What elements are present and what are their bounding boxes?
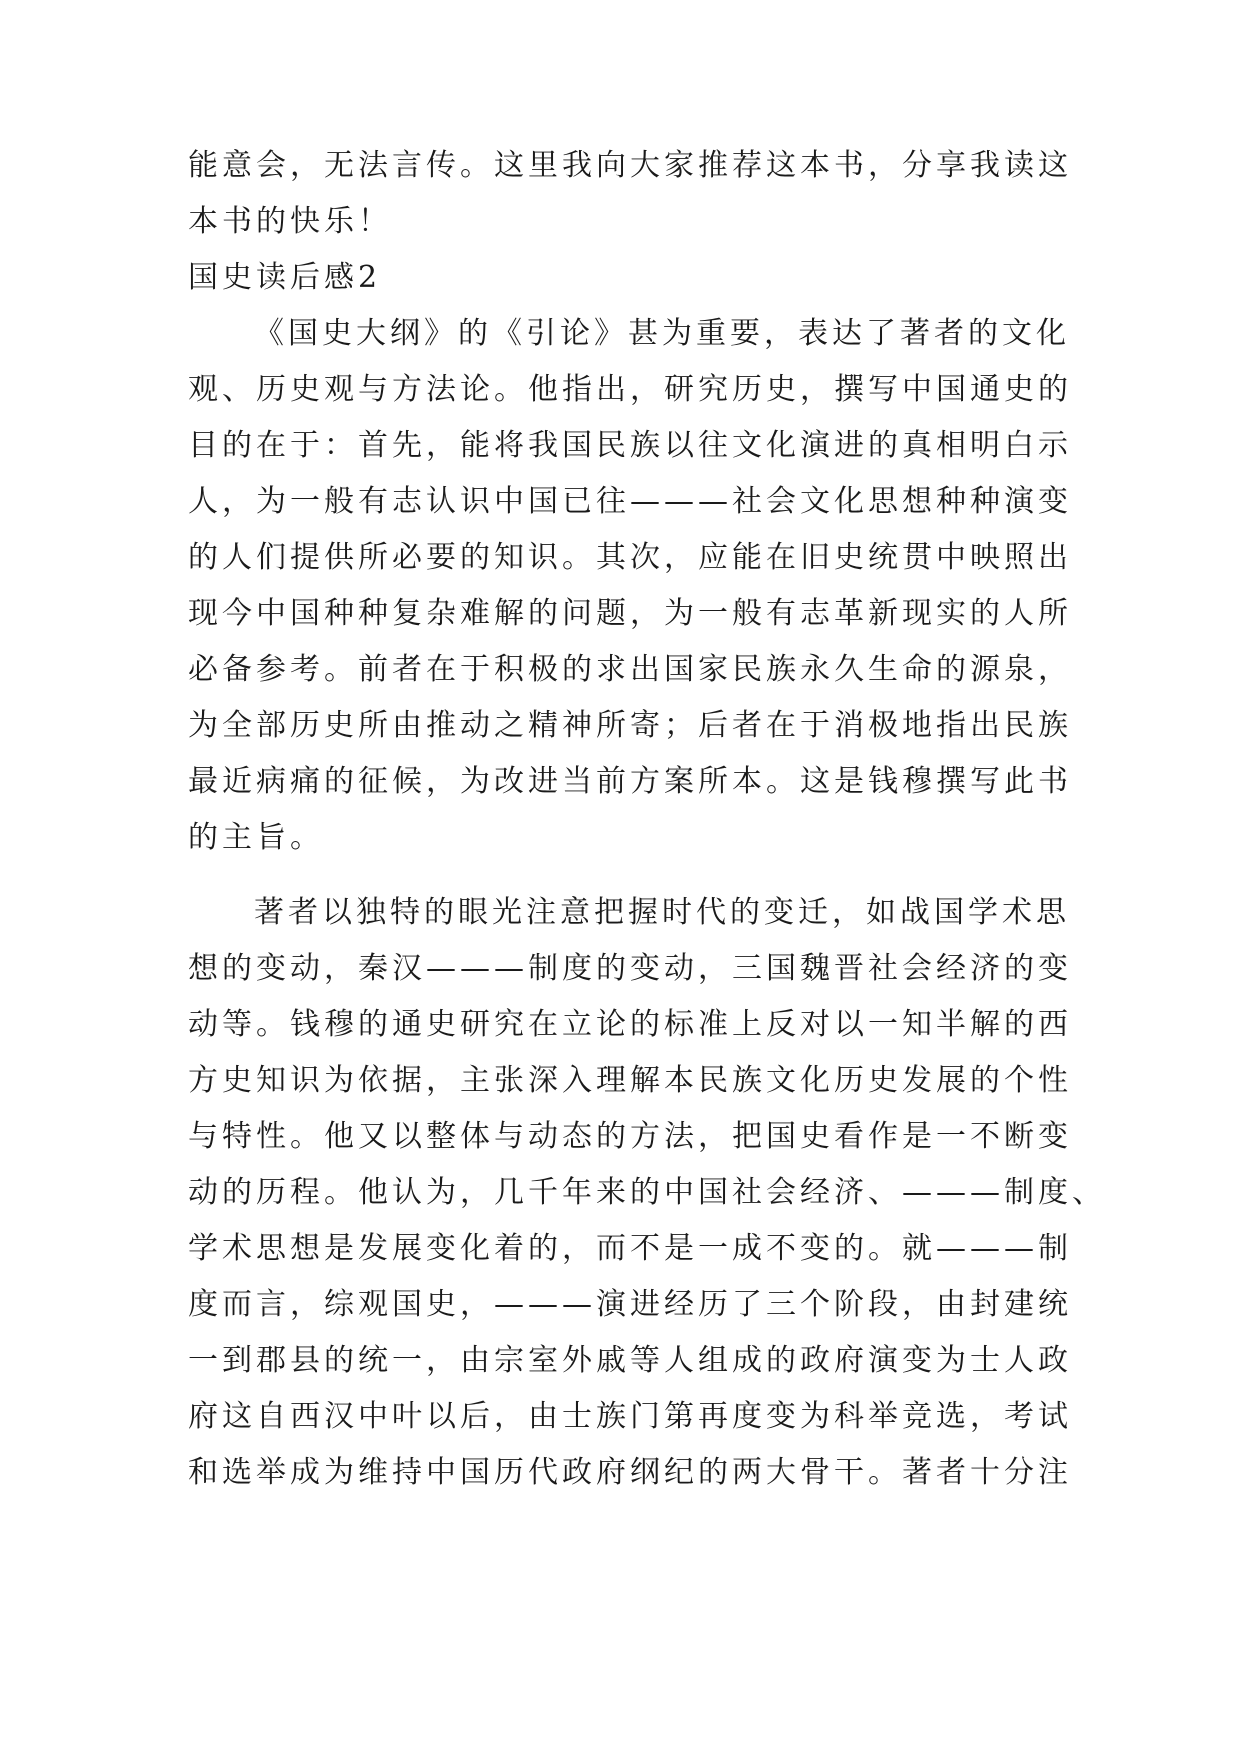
paragraph1-line: 目的在于：首先，能将我国民族以往文化演进的真相明白示 [188,428,1072,463]
paragraph1-line: 的人们提供所必要的知识。其次，应能在旧史统贯中映照出 [188,540,1072,575]
paragraph1-line: 《国史大纲》的《引论》甚为重要，表达了著者的文化 [254,316,1070,351]
paragraph2-line: 方史知识为依据，主张深入理解本民族文化历史发展的个性 [188,1063,1072,1098]
paragraph1-line: 最近病痛的征候，为改进当前方案所本。这是钱穆撰写此书 [188,764,1072,799]
paragraph1-line: 必备参考。前者在于积极的求出国家民族永久生命的源泉， [188,652,1072,687]
paragraph1-line: 人，为一般有志认识中国已往———社会文化思想种种演变 [188,484,1072,519]
paragraph2-line: 一到郡县的统一，由宗室外戚等人组成的政府演变为士人政 [188,1343,1072,1378]
section-heading: 国史读后感2 [188,260,382,295]
intro-line-2: 本书的快乐！ [188,204,392,239]
paragraph2-line: 想的变动，秦汉———制度的变动，三国魏晋社会经济的变 [188,951,1072,986]
paragraph1-line: 现今中国种种复杂难解的问题，为一般有志革新现实的人所 [188,596,1072,631]
paragraph2-line: 动等。钱穆的通史研究在立论的标准上反对以一知半解的西 [188,1007,1072,1042]
paragraph1-line: 观、历史观与方法论。他指出，研究历史，撰写中国通史的 [188,372,1072,407]
paragraph2-line: 府这自西汉中叶以后，由士族门第再度变为科举竞选，考试 [188,1399,1072,1434]
paragraph2-line: 和选举成为维持中国历代政府纲纪的两大骨干。著者十分注 [188,1455,1072,1490]
paragraph2-line: 动的历程。他认为，几千年来的中国社会经济、———制度、 [188,1175,1106,1210]
paragraph1-line: 为全部历史所由推动之精神所寄；后者在于消极地指出民族 [188,708,1072,743]
paragraph2-line: 与特性。他又以整体与动态的方法，把国史看作是一不断变 [188,1119,1072,1154]
paragraph2-line: 度而言，综观国史，———演进经历了三个阶段，由封建统 [188,1287,1072,1322]
paragraph2-line: 学术思想是发展变化着的，而不是一成不变的。就———制 [188,1231,1072,1266]
paragraph2-line: 著者以独特的眼光注意把握时代的变迁，如战国学术思 [254,895,1070,930]
intro-line-1: 能意会，无法言传。这里我向大家推荐这本书，分享我读这 [188,148,1072,183]
paragraph1-line: 的主旨。 [188,820,324,855]
